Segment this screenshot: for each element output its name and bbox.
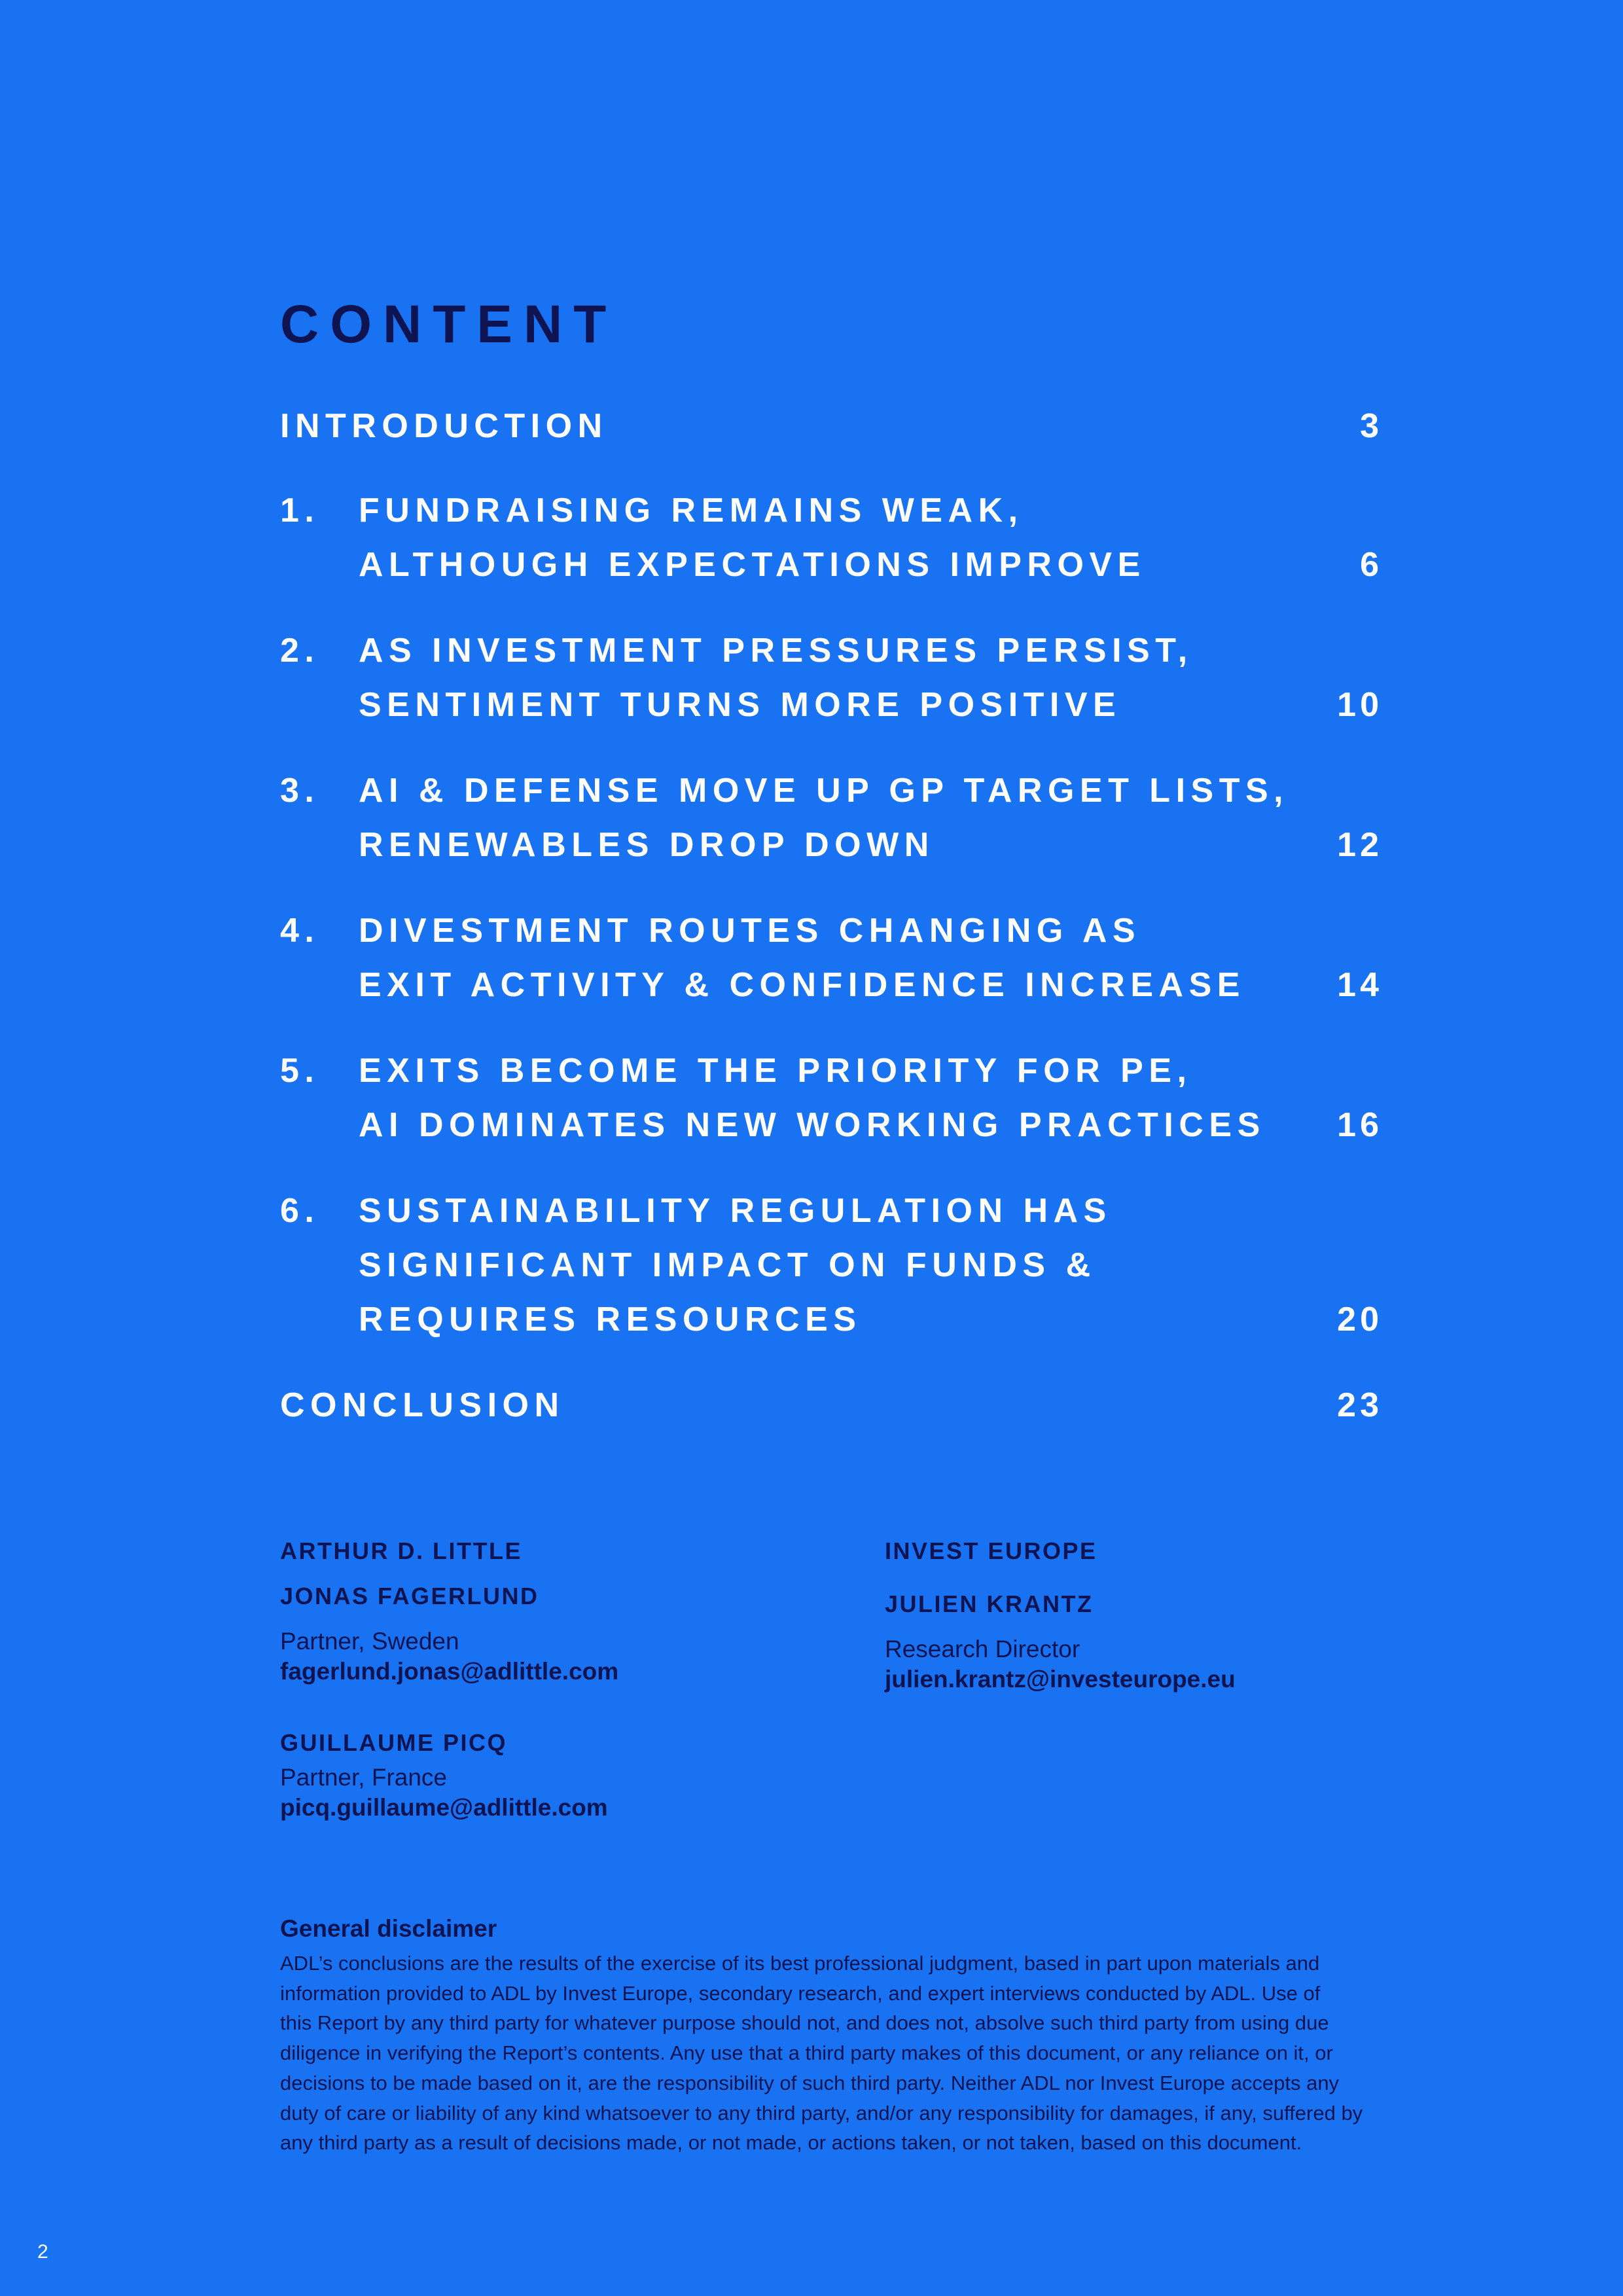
contact-name: GUILLAUME PICQ (280, 1729, 507, 1756)
toc-entry-4[interactable] (280, 904, 1383, 1013)
toc-entry-title: SUSTAINABILITY REGULATION HAS SIGNIFICANT IMPACT ON FUNDS & REQUIRES RESOURCES (359, 1192, 1112, 1338)
contact-role: Partner, France (280, 1764, 448, 1791)
toc-page-number: 23 (1337, 1386, 1383, 1424)
toc-page-number: 12 (1337, 826, 1383, 864)
contacts-adl (280, 1539, 869, 1834)
toc-entry-title: INTRODUCTION (280, 407, 608, 445)
toc-entry-1[interactable] (280, 484, 1383, 592)
toc-entry-number: 5. (280, 1052, 320, 1090)
toc-entry-title: FUNDRAISING REMAINS WEAK, ALTHOUGH EXPECTATIONS IMPROVE (359, 492, 1146, 584)
org-name: INVEST EUROPE (885, 1537, 1097, 1564)
contact-email[interactable]: fagerlund.jonas@adlittle.com (280, 1658, 619, 1685)
toc-page-number: 3 (1360, 407, 1383, 445)
toc-entry-3[interactable] (280, 764, 1383, 872)
toc-page-number: 20 (1337, 1300, 1383, 1338)
contact-name: JONAS FAGERLUND (280, 1583, 539, 1609)
toc-entry-conclusion[interactable] (280, 1378, 1383, 1433)
contact-email[interactable]: julien.krantz@investeurope.eu (885, 1666, 1236, 1693)
contact-role: Partner, Sweden (280, 1628, 459, 1655)
toc-entry-number: 3. (280, 772, 320, 810)
toc-entry-number: 6. (280, 1192, 320, 1230)
contacts-invest-europe (885, 1539, 1474, 1710)
contact-name: JULIEN KRANTZ (885, 1590, 1094, 1617)
toc-entry-title: EXITS BECOME THE PRIORITY FOR PE, AI DOMINATES NEW WORKING PRACTICES (359, 1052, 1266, 1144)
disclaimer (280, 1916, 1438, 2158)
toc-entry-introduction[interactable] (280, 399, 1383, 454)
toc-entry-2[interactable] (280, 624, 1383, 732)
toc-entry-number: 1. (280, 492, 320, 529)
toc-page-number: 14 (1337, 966, 1383, 1004)
page-title: CONTENT (280, 295, 618, 354)
disclaimer-title: General disclaimer (280, 1915, 497, 1942)
org-name: ARTHUR D. LITTLE (280, 1537, 522, 1564)
toc-entry-number: 4. (280, 912, 320, 950)
disclaimer-body: ADL’s conclusions are the results of the exercise of its best professional judgment, based in part upon materials and information provided to ADL by Invest Europe, secondary research, and expert interviews conducted by ADL. Use of this Report by any third party for whatever purpose should not, and does not, absolve such third party from using due diligence in verifying the Report’s contents. Any use that a third party makes of this document, or any reliance on it, or decisions to be made based on it, are the responsibility of such third party. Neither ADL nor Invest Europe accepts any duty of care or liability of any kind whatsoever to any third party, and/or any responsibility for damages, if any, suffered by any third party as a result of decisions made, or not made, or actions taken, or not taken, based on this document. (280, 1952, 1363, 2155)
contact-role: Research Director (885, 1636, 1080, 1662)
toc-entry-5[interactable] (280, 1044, 1383, 1153)
toc-entry-title: CONCLUSION (280, 1386, 565, 1424)
toc-entry-title: AS INVESTMENT PRESSURES PERSIST, SENTIMENT TURNS MORE POSITIVE (359, 632, 1193, 724)
toc-entry-6[interactable] (280, 1184, 1383, 1347)
toc-entry-title: DIVESTMENT ROUTES CHANGING AS EXIT ACTIVITY & CONFIDENCE INCREASE (359, 912, 1245, 1004)
contact-email[interactable]: picq.guillaume@adlittle.com (280, 1794, 608, 1821)
toc-entry-title: AI & DEFENSE MOVE UP GP TARGET LISTS, RENEWABLES DROP DOWN (359, 772, 1289, 864)
toc-page-number: 10 (1337, 686, 1383, 724)
toc-entry-number: 2. (280, 632, 320, 670)
page-number: 2 (37, 2241, 48, 2263)
toc-page-number: 6 (1360, 546, 1383, 584)
toc-page-number: 16 (1337, 1106, 1383, 1144)
